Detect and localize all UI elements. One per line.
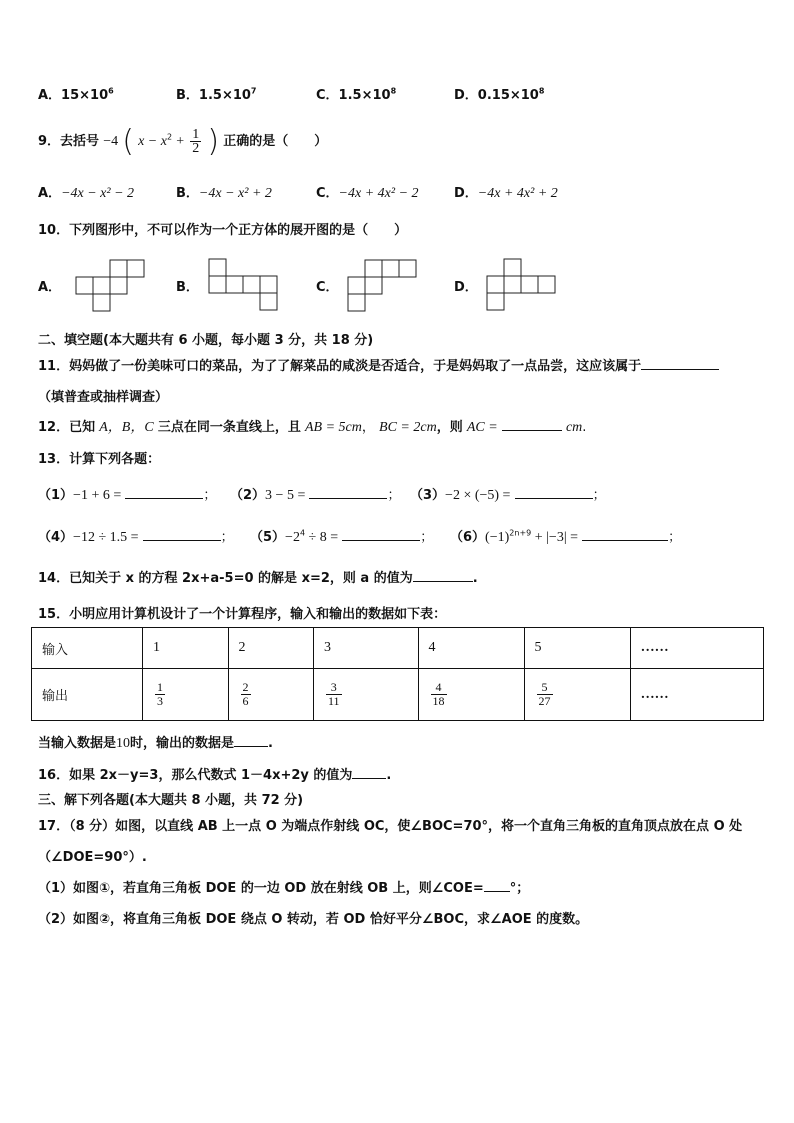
- q13-item-4: （4）−12 ÷ 1.5 = ；: [38, 530, 234, 545]
- q13-item-6: $(6)(-1)^{2n+9} + |-3|$ = ；: [450, 528, 682, 545]
- q13-blank-5[interactable]: [342, 529, 420, 541]
- q14-answer-blank[interactable]: [413, 570, 473, 582]
- input-cell: 3: [314, 628, 419, 669]
- q13-item-5: $(5)-2^4 \div 8$ = ；: [250, 528, 434, 545]
- q8-option-a: A．$15\times 10^6$: [38, 86, 114, 103]
- q9-fraction: $\frac{1}{2}$: [192, 127, 200, 156]
- output-label: 输出: [32, 669, 143, 721]
- input-cell: ……: [630, 628, 763, 669]
- q8-option-d: D．$0.15\times 10^8$: [454, 86, 545, 103]
- cube-net-c: [346, 259, 418, 313]
- output-cell: $\frac{5}{27}$: [524, 669, 630, 721]
- q13-question: 13．计算下列各题：: [38, 452, 161, 467]
- section-3-heading: 三、解下列各题(本大题共 8 小题，共 72 分): [38, 793, 304, 808]
- q9-option-a: A．−4x − x² − 2: [38, 186, 135, 201]
- q9-option-c: C．−4x + 4x² − 2: [316, 186, 419, 201]
- q10-label-c: C．: [316, 280, 339, 295]
- output-cell: ……: [630, 669, 763, 721]
- output-cell: $\frac{1}{3}$: [143, 669, 229, 721]
- cube-net-d: [485, 258, 557, 314]
- q15-followup: 当输入数据是10时，输出的数据是 .: [38, 736, 273, 751]
- q10-label-b: B．: [176, 280, 199, 295]
- q10-label-a: A．: [38, 280, 62, 295]
- q16-answer-blank[interactable]: [352, 767, 386, 779]
- q13-item-1: （1）−1 + 6 = ；: [38, 488, 217, 503]
- q9-question: 9．去括号 −4 ( $x - x^2$ + $\frac{1}{2}$ ) 正确的是（ ）: [38, 124, 328, 159]
- q17-line1: 17．（8 分）如图，以直线 AB 上一点 O 为端点作射线 OC，使∠BOC=70°，将一个直角三角板的直角顶点放在点 O 处: [38, 819, 743, 834]
- cube-net-b: [207, 258, 279, 314]
- q15-question: 15．小明应用计算机设计了一个计算程序，输入和输出的数据如下表：: [38, 607, 447, 622]
- q10-question: 10．下列图形中，不可以作为一个正方体的展开图的是（ ）: [38, 223, 408, 238]
- q13-blank-3[interactable]: [515, 487, 593, 499]
- q13-item-2: （2）3 − 5 = ；: [230, 488, 401, 503]
- q13-blank-6[interactable]: [582, 529, 668, 541]
- input-label: 输入: [32, 628, 143, 669]
- q14-question: 14．已知关于 x 的方程 2x+a-5=0 的解是 x=2，则 a 的值为 .: [38, 571, 478, 586]
- input-cell: 4: [418, 628, 524, 669]
- section-2-heading: 二、填空题(本大题共有 6 小题，每小题 3 分，共 18 分): [38, 333, 374, 348]
- q17-answer-blank[interactable]: [484, 880, 510, 892]
- q8-option-c: C．$1.5\times 10^8$: [316, 86, 397, 103]
- table-row: [32, 669, 764, 721]
- q9-option-d: D．−4x + 4x² + 2: [454, 186, 558, 201]
- q13-item-3: （3）−2 × (−5) = ；: [410, 488, 606, 503]
- q13-blank-4[interactable]: [143, 529, 221, 541]
- q13-blank-2[interactable]: [309, 487, 387, 499]
- output-cell: $\frac{2}{6}$: [228, 669, 314, 721]
- q9-option-b: B．−4x − x² + 2: [176, 186, 272, 201]
- q16-question: 16．如果 2x－y=3，那么代数式 1－4x+2y 的值为 .: [38, 768, 392, 783]
- q17-line2: （∠DOE=90°）.: [38, 850, 147, 865]
- q15-answer-blank[interactable]: [234, 735, 268, 747]
- table-row: [32, 628, 764, 669]
- q11-question: 11．妈妈做了一份美味可口的菜品，为了了解菜品的咸淡是否适合，于是妈妈取了一点品尝，这应该属于: [38, 355, 719, 374]
- output-cell: $\frac{4}{18}$: [418, 669, 524, 721]
- q11-answer-blank[interactable]: [641, 358, 719, 370]
- cube-net-a: [74, 259, 146, 313]
- input-cell: 5: [524, 628, 630, 669]
- q17-part1: （1）如图①，若直角三角板 DOE 的一边 OD 放在射线 OB 上，则∠COE= °；: [38, 881, 530, 896]
- input-cell: 1: [143, 628, 229, 669]
- output-cell: $\frac{3}{11}$: [314, 669, 419, 721]
- q11-note: （填普查或抽样调查）: [38, 390, 169, 405]
- q15-io-table: [31, 627, 764, 721]
- input-cell: 2: [228, 628, 314, 669]
- q12-question: 12．已知 A，B，C 三点在同一条直线上，且 AB = 5cm， BC = 2cm，则 AC = cm.: [38, 420, 587, 435]
- q13-blank-1[interactable]: [125, 487, 203, 499]
- q17-part2: （2）如图②，将直角三角板 DOE 绕点 O 转动，若 OD 恰好平分∠BOC，求∠AOE 的度数。: [38, 912, 589, 927]
- q8-option-b: B．$1.5\times 10^7$: [176, 86, 257, 103]
- q12-answer-blank[interactable]: [502, 419, 562, 431]
- q10-label-d: D．: [454, 280, 478, 295]
